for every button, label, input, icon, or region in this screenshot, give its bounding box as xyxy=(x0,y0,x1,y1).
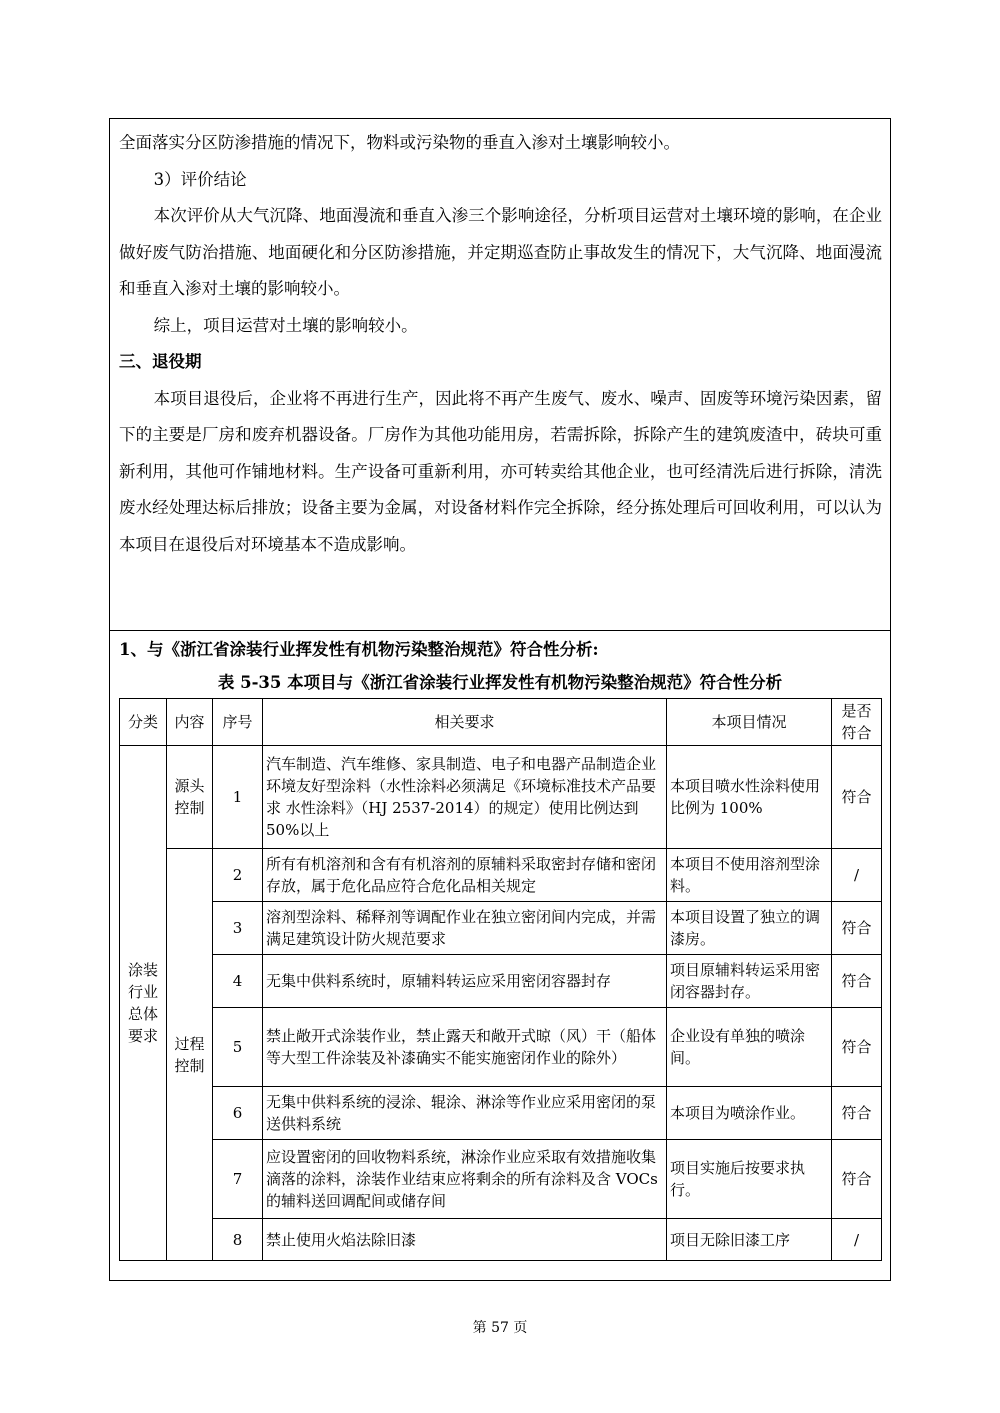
row-situation: 本项目不使用溶剂型涂料。 xyxy=(667,849,832,902)
table-row xyxy=(120,1087,882,1140)
row-requirement: 应设置密闭的回收物料系统，淋涂作业应采取有效措施收集滴落的涂料，涂装作业结束应将剩余的所有涂料及含 VOCs 的辅料送回调配间或储存间 xyxy=(263,1140,667,1219)
row-conform: 符合 xyxy=(832,1087,882,1140)
row-conform: 符合 xyxy=(832,1008,882,1087)
header-requirement: 相关要求 xyxy=(263,699,667,746)
divider xyxy=(110,630,890,631)
header-situation: 本项目情况 xyxy=(667,699,832,746)
row-situation: 本项目为喷涂作业。 xyxy=(667,1087,832,1140)
row-situation: 项目原辅料转运采用密闭容器封存。 xyxy=(667,955,832,1008)
paragraph: 全面落实分区防渗措施的情况下，物料或污染物的垂直入渗对土壤影响较小。 xyxy=(119,133,680,152)
table-row xyxy=(120,1140,882,1219)
row-no: 7 xyxy=(213,1140,263,1219)
page-number: 第 57 页 xyxy=(472,1320,528,1336)
row-conform: / xyxy=(832,849,882,902)
row-no: 6 xyxy=(213,1087,263,1140)
row-situation: 本项目喷水性涂料使用比例为 100% xyxy=(667,746,832,849)
row-conform: 符合 xyxy=(832,902,882,955)
table-row xyxy=(120,1008,882,1087)
row-no: 5 xyxy=(213,1008,263,1087)
row-requirement: 所有有机溶剂和含有有机溶剂的原辅料采取密封存储和密闭存放，属于危化品应符合危化品相关规定 xyxy=(263,849,667,902)
row-situation: 项目无除旧漆工序 xyxy=(667,1219,832,1261)
group-cell: 过程控制 xyxy=(167,849,213,1261)
row-no: 3 xyxy=(213,902,263,955)
section-heading: 三、退役期 xyxy=(119,352,202,371)
paragraph: 综上，项目运营对土壤的影响较小。 xyxy=(153,315,418,335)
table-row xyxy=(120,849,882,902)
row-situation: 企业设有单独的喷涂间。 xyxy=(667,1008,832,1087)
header-category: 分类 xyxy=(120,699,167,746)
category-cell: 涂装行业总体要求 xyxy=(120,746,167,1261)
row-conform: 符合 xyxy=(832,1140,882,1219)
header-conform: 是否符合 xyxy=(832,699,882,746)
row-no: 1 xyxy=(213,746,263,849)
compliance-table xyxy=(119,698,882,1261)
row-situation: 项目实施后按要求执行。 xyxy=(667,1140,832,1219)
row-requirement: 汽车制造、汽车维修、家具制造、电子和电器产品制造企业环境友好型涂料（水性涂料必须满足《环境标准技术产品要求 水性涂料》（HJ 2537-2014）的规定）使用比例达到50%以上 xyxy=(263,746,667,849)
group-cell: 源头控制 xyxy=(167,746,213,849)
table-row xyxy=(120,955,882,1008)
table-row xyxy=(120,1219,882,1261)
row-situation: 本项目设置了独立的调漆房。 xyxy=(667,902,832,955)
section-title: 1、与《浙江省涂装行业挥发性有机物污染整治规范》符合性分析: xyxy=(119,640,599,659)
header-content: 内容 xyxy=(167,699,213,746)
row-conform: / xyxy=(832,1219,882,1261)
row-no: 8 xyxy=(213,1219,263,1261)
text-section xyxy=(110,119,890,630)
row-conform: 符合 xyxy=(832,746,882,849)
document-frame xyxy=(109,118,891,1281)
row-requirement: 溶剂型涂料、稀释剂等调配作业在独立密闭间内完成，并需满足建筑设计防火规范要求 xyxy=(263,902,667,955)
table-row xyxy=(120,746,882,849)
row-no: 2 xyxy=(213,849,263,902)
row-requirement: 无集中供料系统的浸涂、辊涂、淋涂等作业应采用密闭的泵送供料系统 xyxy=(263,1087,667,1140)
header-no: 序号 xyxy=(213,699,263,746)
row-requirement: 禁止敞开式涂装作业，禁止露天和敞开式晾（风）干（船体等大型工件涂装及补漆确实不能实施密闭作业的除外） xyxy=(263,1008,667,1087)
row-conform: 符合 xyxy=(832,955,882,1008)
paragraph: 本项目退役后，企业将不再进行生产，因此将不再产生废气、废水、噪声、固废等环境污染因素，留下的主要是厂房和废弃机器设备。厂房作为其他功能用房，若需拆除，拆除产生的建筑废渣中，砖块可重新利用，其他可作铺地材料。生产设备可重新利用，亦可转卖给其他企业，也可经清洗后进行拆除，清洗废水经处理达标后排放；设备主要为金属，对设备材料作完全拆除，经分拣处理后可回收利用，可以认为本项目在退役后对环境基本不造成影响。 xyxy=(119,388,882,554)
row-no: 4 xyxy=(213,955,263,1008)
row-requirement: 无集中供料系统时，原辅料转运应采用密闭容器封存 xyxy=(263,955,667,1008)
table-row xyxy=(120,902,882,955)
row-requirement: 禁止使用火焰法除旧漆 xyxy=(263,1219,667,1261)
table-caption: 表 5-35 本项目与《浙江省涂装行业挥发性有机物污染整治规范》符合性分析 xyxy=(217,673,783,692)
paragraph: 本次评价从大气沉降、地面漫流和垂直入渗三个影响途径，分析项目运营对土壤环境的影响，在企业做好废气防治措施、地面硬化和分区防渗措施，并定期巡查防止事故发生的情况下，大气沉降、地面漫流和垂直入渗对土壤的影响较小。 xyxy=(119,206,882,298)
subheading-conclusion: 3）评价结论 xyxy=(153,169,247,189)
